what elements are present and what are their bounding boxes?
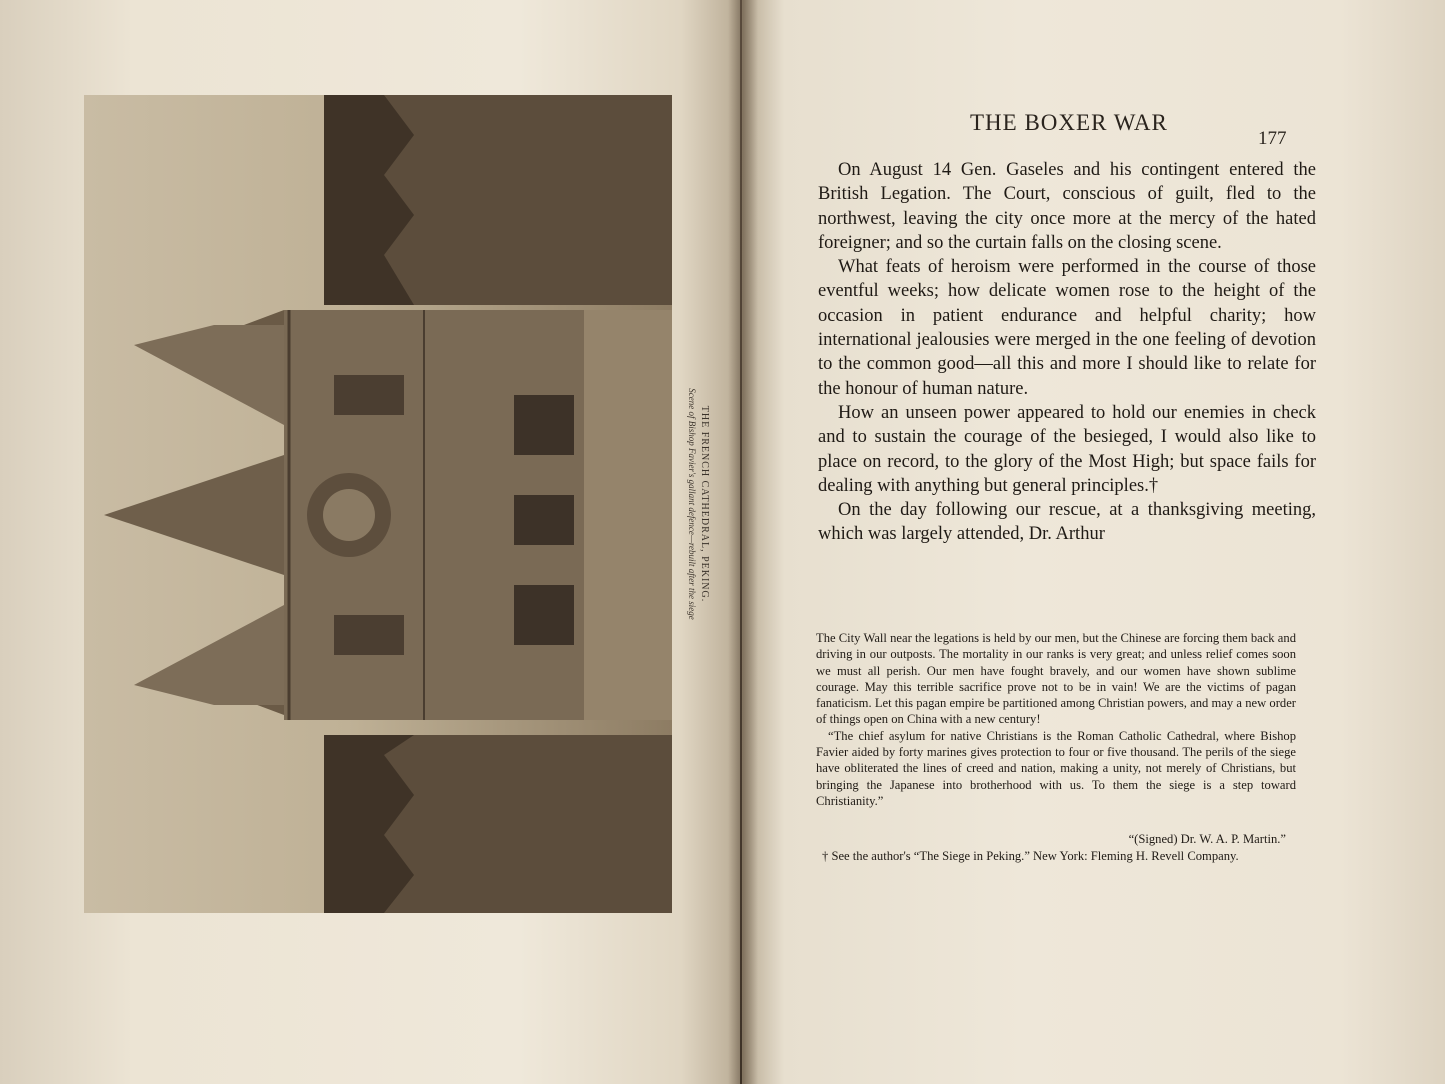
body-text [818, 158, 1316, 547]
page-number: 177 [1258, 128, 1287, 149]
paragraph: On August 14 Gen. Gaseles and his contingent entered the British Legation. The Court, conscious of guilt, fled to the northwest, leaving the city once more at the mercy of the hated foreigner; and so the curtain falls on the closing scene. [818, 160, 1316, 253]
footnotes [816, 630, 1296, 864]
cathedral-photo-plate [84, 95, 672, 913]
plate-caption-title: THE FRENCH CATHEDRAL, PEKING. [699, 405, 710, 603]
paragraph: On the day following our rescue, at a thanksgiving meeting, which was largely attended, Dr. Arthur [818, 500, 1316, 545]
footnote-dagger: † See the author's “The Siege in Peking.” New York: Fleming H. Revell Company. [822, 848, 1239, 863]
footnote-signature: “(Signed) Dr. W. A. P. Martin.” [1128, 832, 1286, 847]
plate-caption [676, 95, 720, 913]
running-head: THE BOXER WAR [970, 110, 1168, 135]
paragraph: What feats of heroism were performed in the course of those eventful weeks; how delicate women rose to the height of the occasion in patient endurance and helpful charity; how international jealousies were merged in the one feeling of devotion to the common good—all this and more I should like to relate for the honour of human nature. [818, 257, 1316, 399]
footnote-quote: “The chief asylum for native Christians is the Roman Catholic Cathedral, where Bishop Favier aided by forty marines gives protection to four or five thousand. The perils of the siege have obliterated the lines of creed and nation, making a unity, not merely of Christians, but bringing the Japanese into brotherhood with us. To them the siege is a step toward Christianity.” [816, 728, 1296, 808]
paragraph: How an unseen power appeared to hold our enemies in check and to sustain the courage of the besieged, I would also like to place on record, to the glory of the Most High; but space fails for dealing with anything but general principles.† [818, 402, 1316, 496]
book-gutter [728, 0, 758, 1084]
cathedral-photo [84, 95, 672, 913]
plate-caption-subtitle: Scene of Bishop Favier's gallant defence—rebuilt after the siege [687, 388, 697, 620]
footnote-quote: The City Wall near the legations is held by our men, but the Chinese are forcing them back and driving in our outposts. The mortality in our ranks is very great; and unless relief comes soon we must all perish. Our men have fought bravely, and our women have shown sublime courage. May this terrible sacrifice prove not to be in vain! We are the victims of pagan fanaticism. Let this pagan empire be partitioned among Christian powers, and may a new order of things open on China with a new century! [816, 631, 1296, 727]
